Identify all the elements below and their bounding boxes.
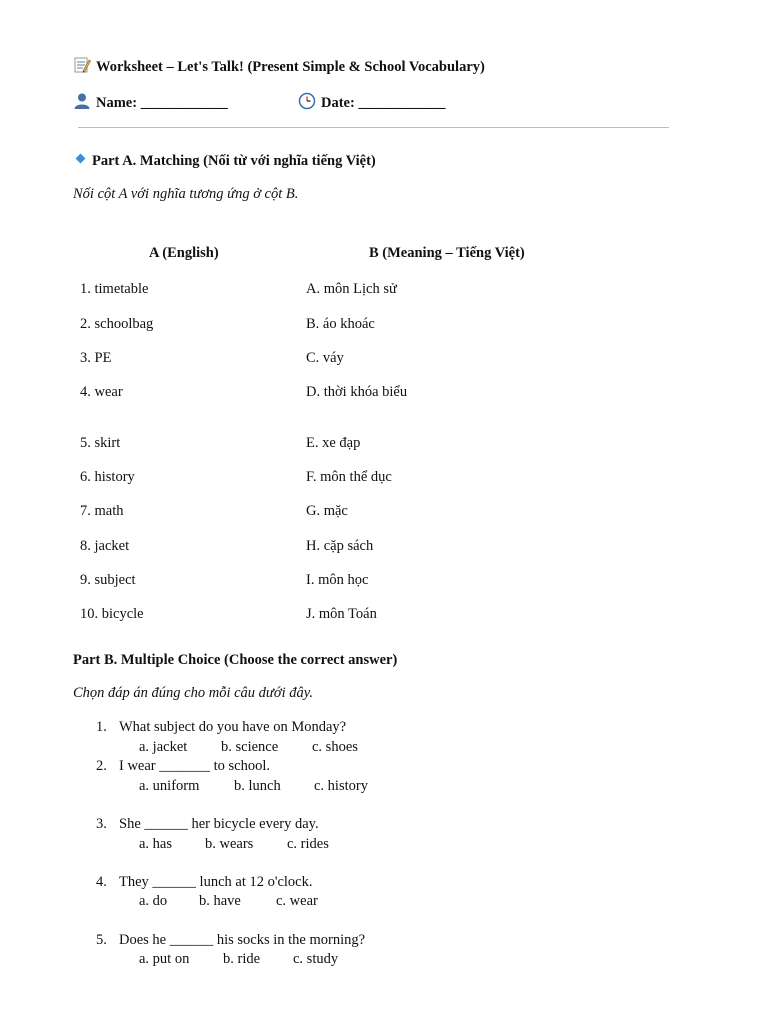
match-b-1: A. môn Lịch sử <box>306 281 397 297</box>
match-a-5: 5. skirt <box>80 435 121 451</box>
answer-option[interactable]: a. jacket <box>139 739 188 755</box>
answer-option[interactable]: b. lunch <box>234 778 281 794</box>
match-a-8: 8. jacket <box>80 538 130 554</box>
match-b-10: J. môn Toán <box>306 606 377 622</box>
answer-option[interactable]: a. do <box>139 893 168 909</box>
answer-option[interactable]: a. has <box>139 836 173 852</box>
answer-option[interactable]: c. rides <box>287 836 329 852</box>
col-b-header: B (Meaning – Tiếng Việt) <box>369 245 525 261</box>
match-b-7: G. mặc <box>306 503 348 519</box>
divider <box>78 127 669 128</box>
person-icon <box>73 92 91 110</box>
match-a-2: 2. schoolbag <box>80 316 154 332</box>
question-text: They ______ lunch at 12 o'clock. <box>119 874 313 890</box>
name-blank[interactable]: ____________ <box>140 95 228 111</box>
clock-icon <box>298 92 316 110</box>
match-a-3: 3. PE <box>80 350 112 366</box>
match-b-2: B. áo khoác <box>306 316 375 332</box>
answer-option[interactable]: c. wear <box>276 893 318 909</box>
answer-option[interactable]: b. science <box>221 739 279 755</box>
question-text: What subject do you have on Monday? <box>119 719 347 735</box>
match-a-4: 4. wear <box>80 384 123 400</box>
question-number: 2. <box>96 758 107 774</box>
date-blank[interactable]: ____________ <box>358 95 446 111</box>
worksheet-title <box>73 56 485 76</box>
name-field <box>73 92 228 112</box>
part-a-title-text: Part A. Matching (Nối từ với nghĩa tiếng Việt) <box>92 153 376 169</box>
match-b-3: C. váy <box>306 350 344 366</box>
question-text: Does he ______ his socks in the morning? <box>119 932 366 948</box>
part-a-instruction: Nối cột A với nghĩa tương ứng ở cột B. <box>73 186 299 202</box>
memo-icon <box>73 56 91 74</box>
question-number: 1. <box>96 719 107 735</box>
date-label: Date: <box>321 95 355 111</box>
match-b-5: E. xe đạp <box>306 435 361 451</box>
answer-option[interactable]: b. have <box>199 893 241 909</box>
title-text: Worksheet – Let's Talk! (Present Simple & School Vocabulary) <box>96 59 485 75</box>
question-number: 5. <box>96 932 107 948</box>
part-a-title <box>73 153 376 170</box>
match-b-6: F. môn thể dục <box>306 469 392 485</box>
match-a-10: 10. bicycle <box>80 606 144 622</box>
match-a-9: 9. subject <box>80 572 136 588</box>
part-b-instruction: Chọn đáp án đúng cho mỗi câu dưới đây. <box>73 685 313 701</box>
part-b-title: Part B. Multiple Choice (Choose the correct answer) <box>73 652 398 668</box>
question-number: 4. <box>96 874 107 890</box>
match-b-4: D. thời khóa biểu <box>306 384 408 400</box>
answer-option[interactable]: b. ride <box>223 951 261 967</box>
col-a-header: A (English) <box>149 245 219 261</box>
match-a-7: 7. math <box>80 503 124 519</box>
question-number: 3. <box>96 816 107 832</box>
match-a-1: 1. timetable <box>80 281 149 297</box>
name-label: Name: <box>96 95 138 111</box>
question-text: I wear _______ to school. <box>119 758 271 774</box>
question-text: She ______ her bicycle every day. <box>119 816 319 832</box>
answer-option[interactable]: c. shoes <box>312 739 358 755</box>
match-a-6: 6. history <box>80 469 135 485</box>
answer-option[interactable]: b. wears <box>205 836 254 852</box>
match-b-8: H. cặp sách <box>306 538 374 554</box>
answer-option[interactable]: a. put on <box>139 951 190 967</box>
answer-option[interactable]: a. uniform <box>139 778 200 794</box>
date-field <box>298 92 445 112</box>
answer-option[interactable]: c. history <box>314 778 368 794</box>
answer-option[interactable]: c. study <box>293 951 339 967</box>
blue-diamond-icon <box>76 154 86 164</box>
match-b-9: I. môn học <box>306 572 369 588</box>
